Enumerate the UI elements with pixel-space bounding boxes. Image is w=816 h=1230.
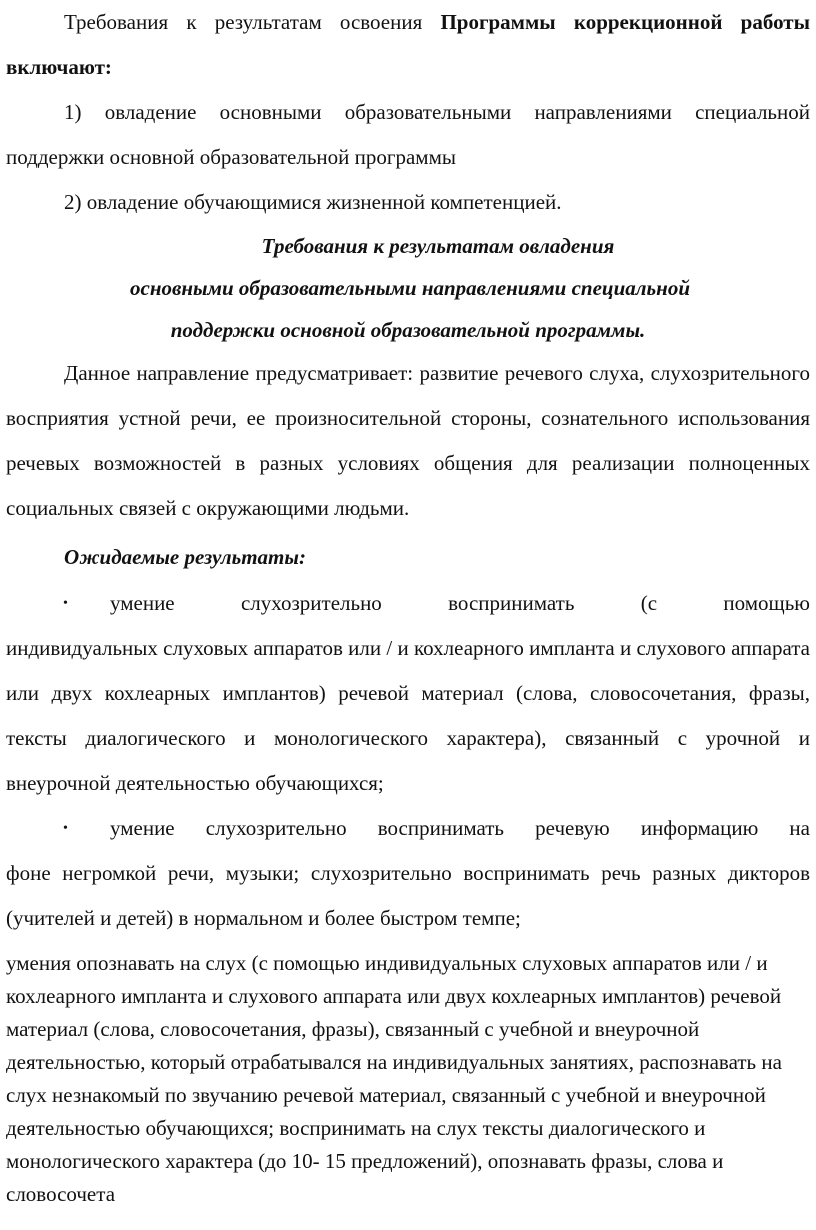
list-item-1: 1) овладение основными образовательными направлениями специальной поддержки основной образовательной программы bbox=[6, 100, 810, 169]
bullet-item-2 bbox=[6, 806, 810, 941]
bullet-text: фоне негромкой речи, музыки; слухозрительно воспринимать речь разных дикторов (учителей и детей) в нормальном и более быстром темпе; bbox=[6, 861, 810, 930]
intro-bold: Программы коррекционной работы включают: bbox=[6, 10, 811, 79]
bullet-marker: • bbox=[63, 596, 68, 611]
bullet-first-line: умение слухозрительно воспринимать речевую информацию на bbox=[110, 816, 810, 840]
bullet-marker: • bbox=[63, 821, 68, 836]
section-heading bbox=[6, 225, 810, 351]
intro-lead: Требования к результатам освоения bbox=[64, 10, 441, 34]
list-item-2: 2) овладение обучающимися жизненной компетенцией. bbox=[64, 190, 562, 214]
section-heading-line-2: основными образовательными направлениями специальной bbox=[130, 276, 690, 300]
section-heading-line-1: Требования к результатам овладения bbox=[261, 234, 615, 258]
section-heading-line-3: поддержки основной образовательной программы. bbox=[170, 318, 646, 342]
bullet-first-line: умение слухозрительно воспринимать (с помощью bbox=[110, 591, 810, 615]
final-paragraph: умения опознавать на слух (с помощью индивидуальных слуховых аппаратов или / и кохлеарного импланта и слухового аппарата или двух кохлеарных имплантов) речевой материал (слова, словосочетания, фразы), связанный с учебной и внеурочной деятельностью, который отрабатывался на индивидуальных занятиях, распознавать на слух незнакомый по звучанию речевой материал, связанный с учебной и внеурочной деятельностью обучающихся; воспринимать на слух тексты диалогического и монологического характера (до 10- 15 предложений), опознавать фразы, слова и словосочета bbox=[6, 951, 782, 1206]
bullet-item-1 bbox=[6, 581, 810, 806]
expected-results-heading: Ожидаемые результаты: bbox=[64, 545, 306, 569]
bullet-text: индивидуальных слуховых аппаратов или / и кохлеарного импланта и слухового аппарата или двух кохлеарных имплантов) речевой материал (слова, словосочетания, фразы, тексты диалогического и монологического характера), связанный с урочной и внеурочной деятельностью обучающихся; bbox=[6, 636, 810, 795]
direction-paragraph: Данное направление предусматривает: развитие речевого слуха, слухозрительного восприятия устной речи, ее произносительной стороны, сознательного использования речевых возможностей в разных условиях общения для реализации полноценных социальных связей с окружающими людьми. bbox=[6, 361, 810, 520]
intro-paragraph bbox=[6, 0, 810, 90]
